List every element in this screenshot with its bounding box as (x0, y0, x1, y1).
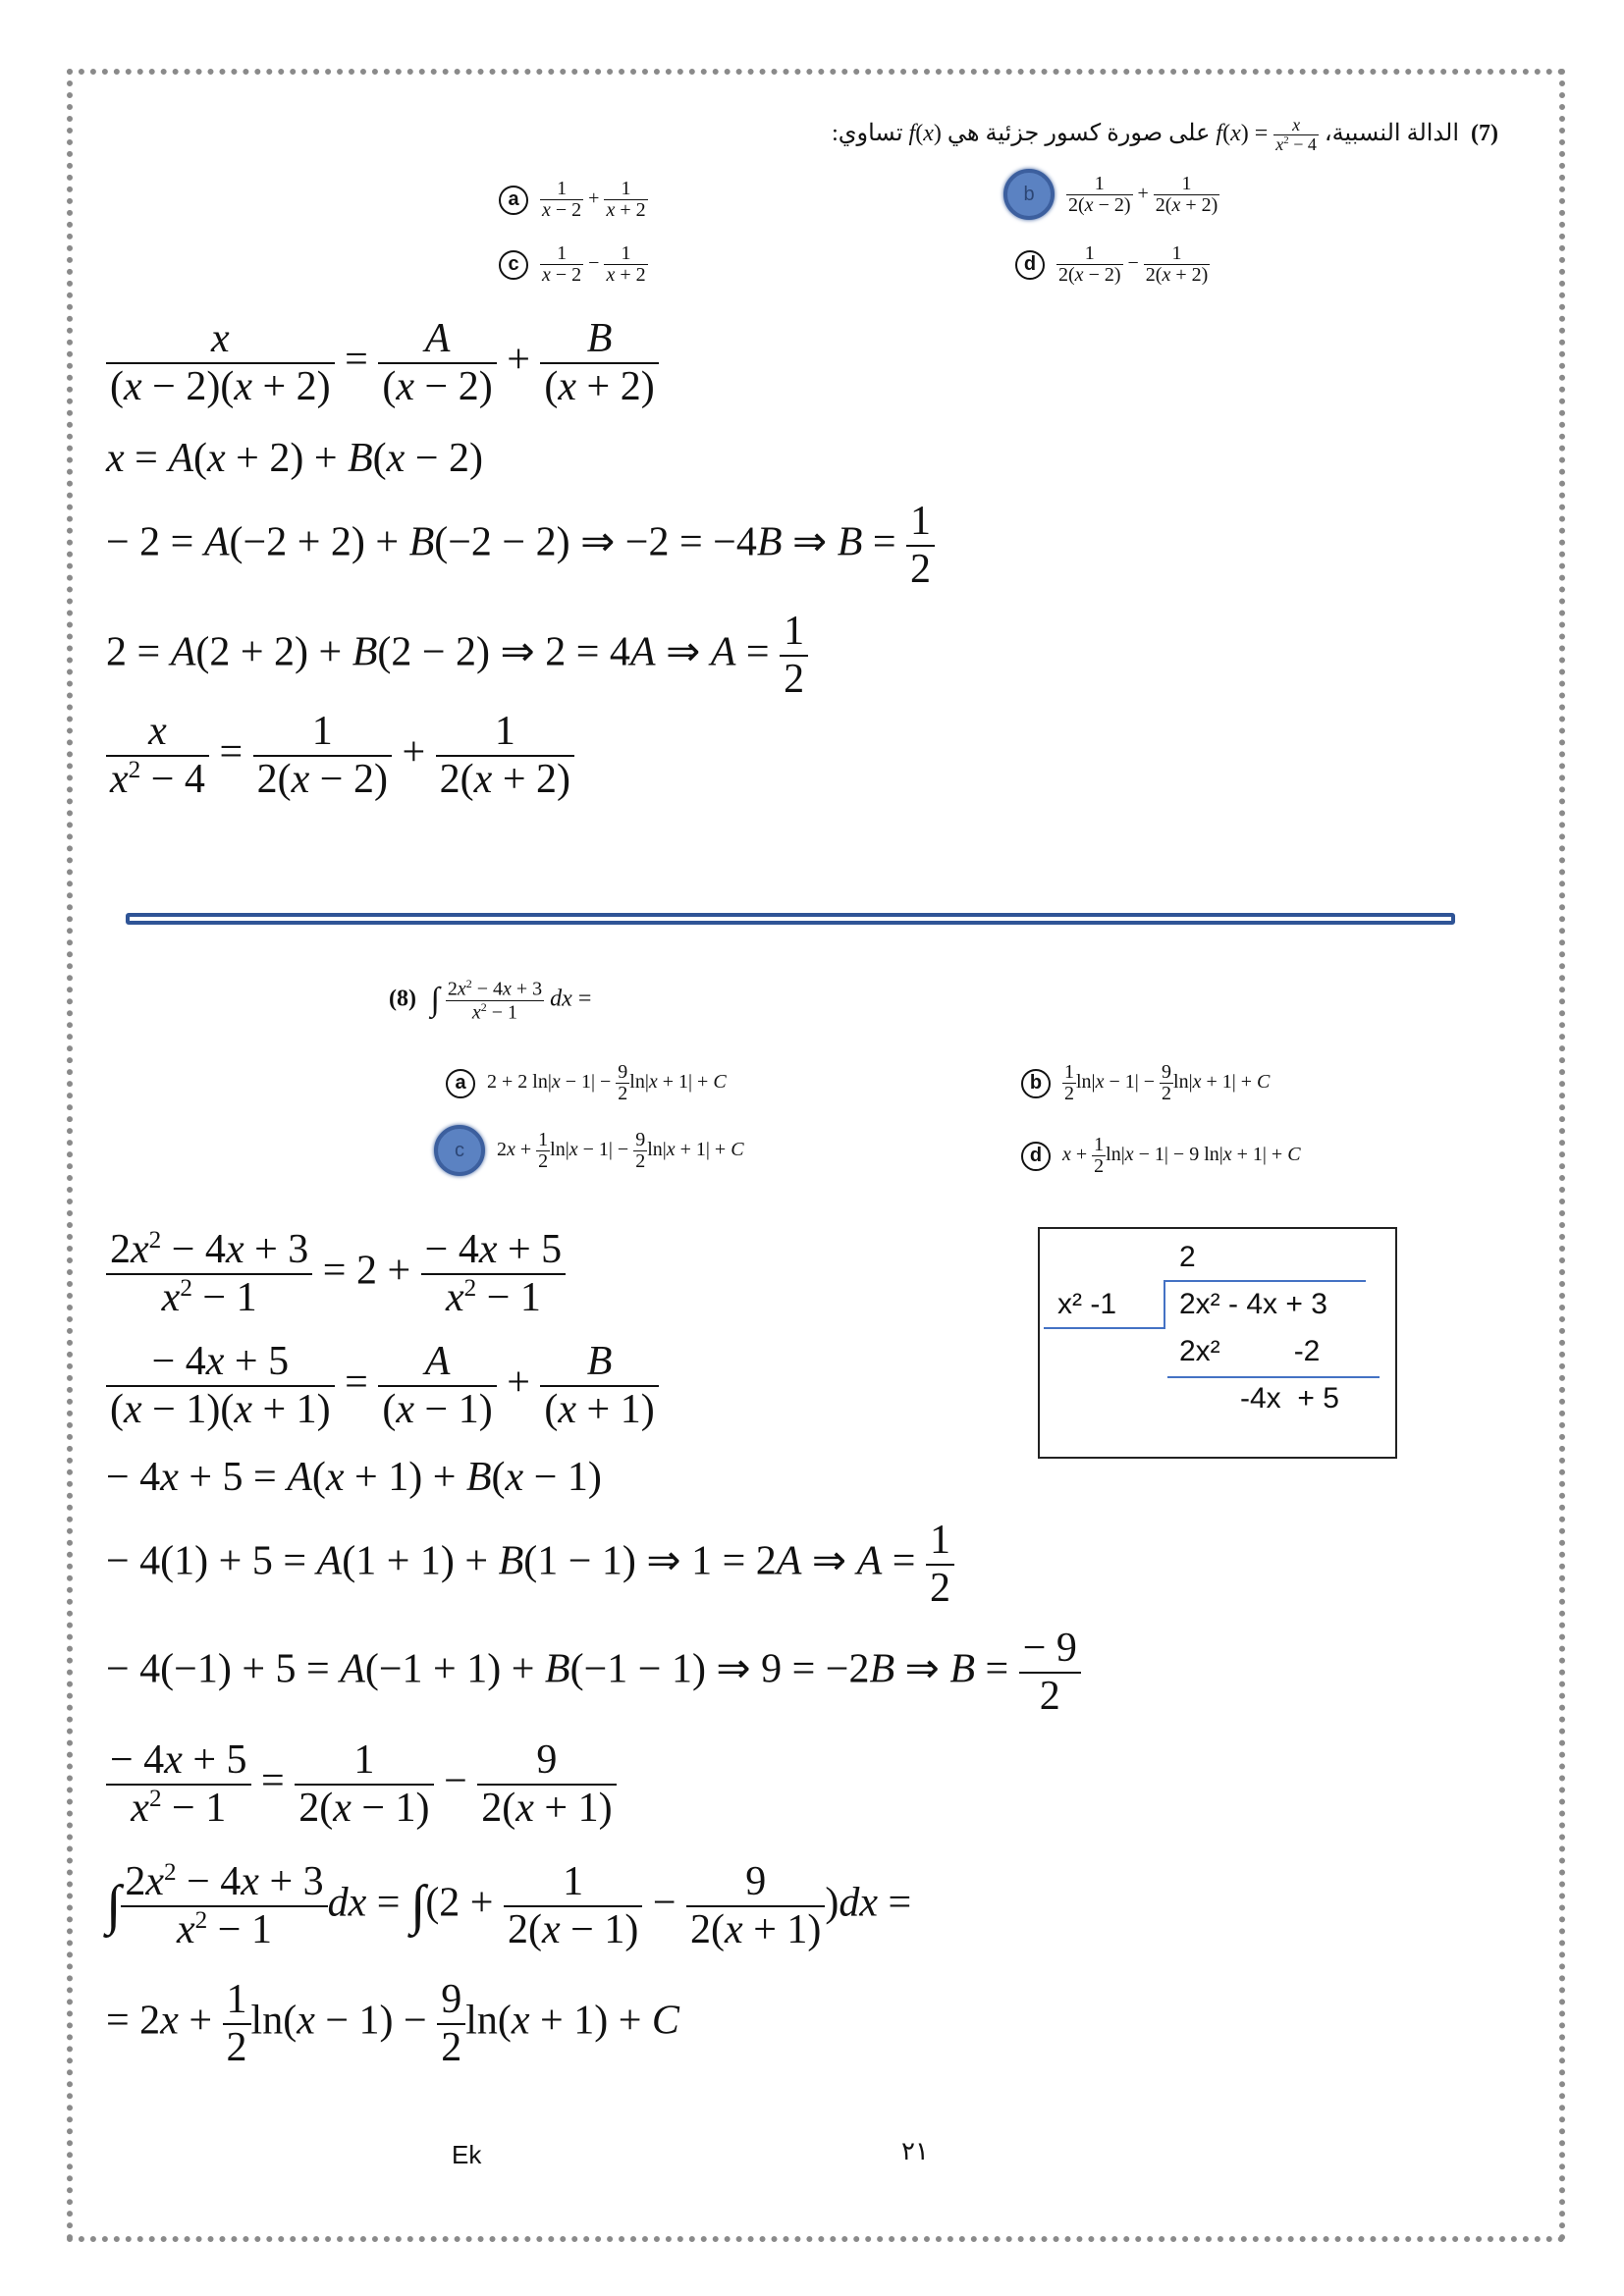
q8-step-6: $\frac{- 4x + 5}{x^2 - 1}$ = $\frac{1}{2(x - 1)}$ − $\frac{9}{2(x + 1)}$ (106, 1737, 617, 1832)
option-c-bubble-selected[interactable]: c (434, 1125, 485, 1176)
option-b-expression: $\frac{1}{2}$ ln|x − 1| − $\frac{9}{2}$ ln|x + 1| + C (1064, 1061, 1271, 1104)
q7-prompt: (7) الدالة النسبية، f(x) = $\frac{x}{x^2 - 4}$ على صورة كسور جزئية هي f(x) تساوي: (832, 115, 1498, 154)
q7-step-2: x = A(x + 2) + B(x − 2) (106, 436, 484, 481)
q7-option-a[interactable] (499, 179, 648, 221)
option-c-expression: 2x + $\frac{1}{2}$ ln|x − 1| − $\frac{9}{2}$ ln|x + 1| + C (497, 1128, 744, 1172)
q8-step-1: $\frac{2x^2 - 4x + 3}{x^2 - 1}$ = 2 + $\frac{- 4x + 5}{x^2 - 1}$ (106, 1227, 566, 1321)
long-division-subtract: 2x² -2 (1179, 1335, 1321, 1367)
option-a-expression: $\frac{1}{x - 2}$ + $\frac{1}{x + 2}$ (542, 178, 646, 221)
option-d-expression: x + $\frac{1}{2}$ ln|x − 1| − 9 ln|x + 1| + C (1062, 1134, 1301, 1177)
q7-step-3: − 2 = A(−2 + 2) + B(−2 − 2) ⇒ −2 = −4B ⇒ B = $\frac{1}{2}$ (106, 499, 935, 593)
option-a-bubble[interactable]: a (499, 186, 528, 215)
option-d-expression: $\frac{1}{2(x - 2)}$ − $\frac{1}{2(x + 2)}$ (1058, 242, 1209, 286)
option-b-bubble-selected[interactable]: b (1003, 169, 1055, 220)
q8-option-a[interactable] (446, 1062, 727, 1104)
long-division-quotient: 2 (1179, 1241, 1196, 1273)
long-division-box (1038, 1227, 1397, 1459)
option-b-expression: $\frac{1}{2(x - 2)}$ + $\frac{1}{2(x + 2)}$ (1068, 172, 1218, 216)
q8-step-8: = 2x + $\frac{1}{2}$ ln(x − 1) − $\frac{9}{2}$ ln(x + 1) + C (106, 1977, 679, 2071)
divisor-underline (1044, 1327, 1165, 1329)
q7-step-4: 2 = A(2 + 2) + B(2 − 2) ⇒ 2 = 4A ⇒ A = $\frac{1}{2}$ (106, 609, 808, 703)
division-bracket (1164, 1280, 1165, 1327)
q7-step-5: $\frac{x}{x^2 - 4}$ = $\frac{1}{2(x - 2)}$ + $\frac{1}{2(x + 2)}$ (106, 709, 574, 803)
q7-option-c[interactable] (499, 243, 648, 286)
q7-option-b[interactable] (1003, 169, 1219, 220)
option-a-bubble[interactable]: a (446, 1069, 475, 1098)
long-division-remainder: -4x + 5 (1240, 1382, 1339, 1415)
long-division-divisor: x² -1 (1057, 1288, 1116, 1320)
q8-step-3: − 4x + 5 = A(x + 1) + B(x − 1) (106, 1455, 602, 1500)
q8-step-5: − 4(−1) + 5 = A(−1 + 1) + B(−1 − 1) ⇒ 9 = −2B ⇒ B = $\frac{- 9}{2}$ (106, 1626, 1081, 1720)
option-c-expression: $\frac{1}{x - 2}$ − $\frac{1}{x + 2}$ (542, 242, 646, 286)
option-a-expression: 2 + 2 ln|x − 1| − $\frac{9}{2}$ ln|x + 1| + C (487, 1061, 727, 1104)
q8-option-c[interactable] (434, 1125, 744, 1176)
q8-number: (8) (389, 986, 416, 1012)
q7-step-1: $\frac{x}{(x - 2)(x + 2)}$ = $\frac{A}{(x - 2)}$ + $\frac{B}{(x + 2)}$ (106, 316, 659, 410)
q8-step-4: − 4(1) + 5 = A(1 + 1) + B(1 − 1) ⇒ 1 = 2A ⇒ A = $\frac{1}{2}$ (106, 1518, 954, 1612)
q8-option-d[interactable] (1021, 1135, 1301, 1177)
q8-option-b[interactable] (1021, 1062, 1270, 1104)
quotient-line (1164, 1280, 1366, 1282)
option-b-bubble[interactable]: b (1021, 1069, 1051, 1098)
q7-option-d[interactable] (1015, 243, 1210, 286)
option-d-bubble[interactable]: d (1021, 1142, 1051, 1171)
q8-prompt: (8) ∫ $\frac{2x^2 - 4x + 3}{x^2 - 1}$ dx = (389, 977, 592, 1024)
footer-author: Ek (452, 2140, 482, 2169)
q8-step-7: ∫ $\frac{2x^2 - 4x + 3}{x^2 - 1}$ dx = ∫(2 + $\frac{1}{2(x - 1)}$ − $\frac{9}{2(x + 1)}$ )dx = (106, 1859, 912, 1953)
option-d-bubble[interactable]: d (1015, 250, 1045, 280)
section-divider (126, 913, 1455, 925)
option-c-bubble[interactable]: c (499, 250, 528, 280)
subtract-line (1167, 1376, 1380, 1378)
q8-step-2: $\frac{- 4x + 5}{(x - 1)(x + 1)}$ = $\frac{A}{(x - 1)}$ + $\frac{B}{(x + 1)}$ (106, 1339, 659, 1433)
long-division-dividend: 2x² - 4x + 3 (1179, 1288, 1327, 1320)
q7-number: (7) (1471, 120, 1498, 146)
page-number: ٢١ (901, 2136, 929, 2165)
